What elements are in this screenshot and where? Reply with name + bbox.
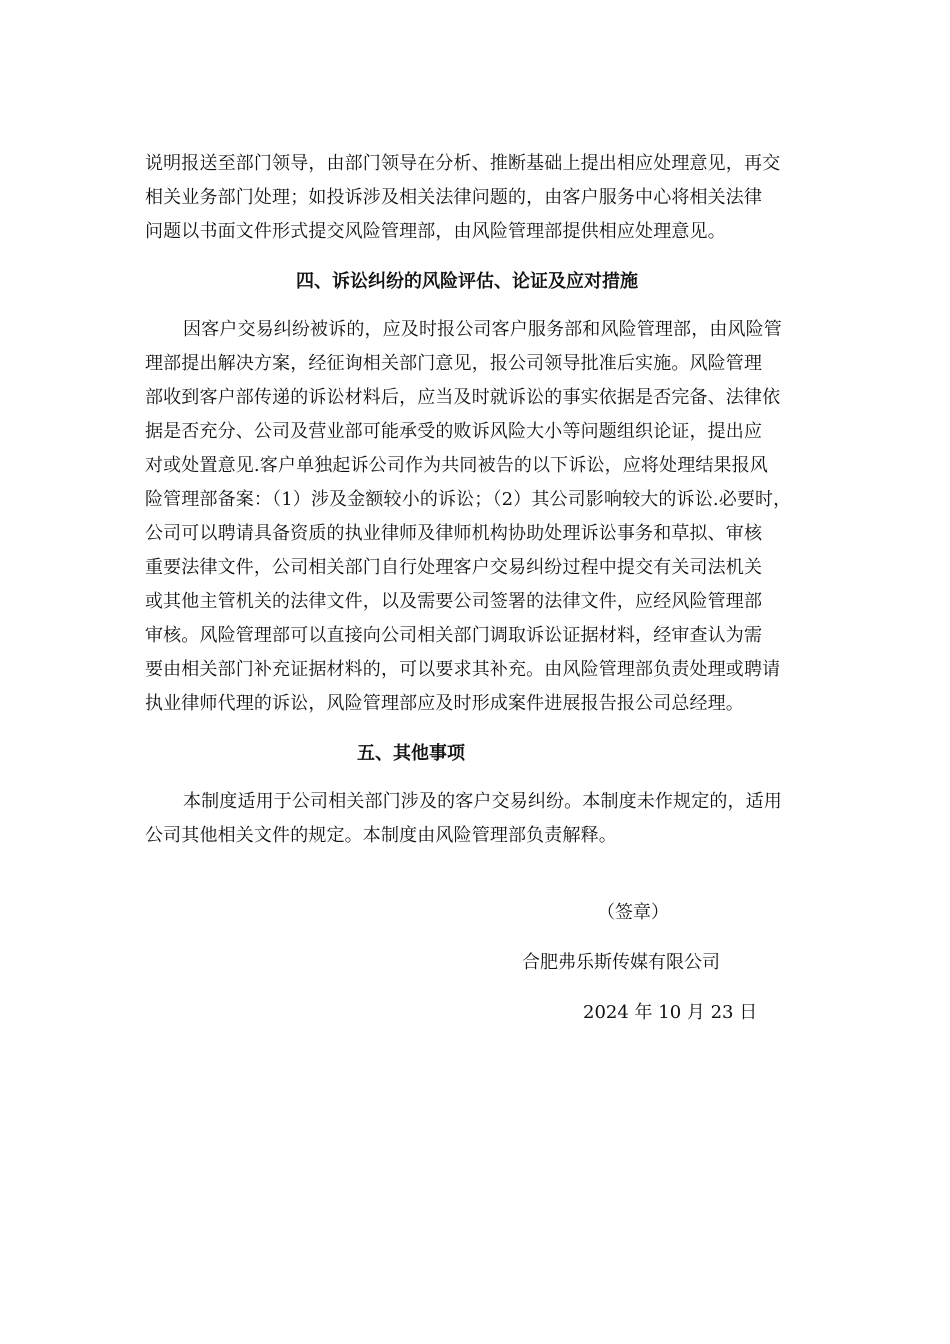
section-heading-4: 四、诉讼纠纷的风险评估、论证及应对措施 [296, 271, 638, 292]
paragraph-line: 险管理部备案：（1）涉及金额较小的诉讼；（2）其公司影响较大的诉讼.必要时， [145, 489, 792, 510]
section-heading-5: 五、其他事项 [357, 743, 465, 764]
paragraph-line: 公司其他相关文件的规定。本制度由风险管理部负责解释。 [145, 825, 617, 846]
paragraph-line: 审核。风险管理部可以直接向公司相关部门调取诉讼证据材料，经审查认为需 [145, 625, 763, 646]
company-name: 合肥弗乐斯传媒有限公司 [522, 952, 720, 973]
paragraph-line: 据是否充分、公司及营业部可能承受的败诉风险大小等问题组织论证，提出应 [145, 421, 763, 442]
paragraph-line: 说明报送至部门领导，由部门领导在分析、推断基础上提出相应处理意见，再交 [145, 153, 781, 174]
paragraph-line: 公司可以聘请具备资质的执业律师及律师机构协助处理诉讼事务和草拟、审核 [145, 523, 763, 544]
paragraph-line: 重要法律文件，公司相关部门自行处理客户交易纠纷过程中提交有关司法机关 [145, 557, 763, 578]
intro-paragraph [145, 147, 815, 249]
paragraph-line: 或其他主管机关的法律文件，以及需要公司签署的法律文件，应经风险管理部 [145, 591, 763, 612]
paragraph-line: 要由相关部门补充证据材料的，可以要求其补充。由风险管理部负责处理或聘请 [145, 659, 781, 680]
paragraph-line: 理部提出解决方案，经征询相关部门意见，报公司领导批准后实施。风险管理 [145, 353, 763, 374]
document-body [145, 147, 815, 853]
paragraph-line: 执业律师代理的诉讼，风险管理部应及时形成案件进展报告报公司总经理。 [145, 693, 744, 714]
paragraph-line: 部收到客户部传递的诉讼材料后，应当及时就诉讼的事实依据是否完备、法律依 [145, 387, 781, 408]
section-5-paragraph [145, 785, 815, 853]
section-4-paragraph [145, 313, 815, 721]
paragraph-line: 问题以书面文件形式提交风险管理部，由风险管理部提供相应处理意见。 [145, 221, 726, 242]
signature-date: 2024 年 10 月 23 日 [583, 1002, 758, 1023]
paragraph-line: 因客户交易纠纷被诉的，应及时报公司客户服务部和风险管理部，由风险管 [183, 319, 782, 340]
paragraph-line: 相关业务部门处理；如投诉涉及相关法律问题的，由客户服务中心将相关法律 [145, 187, 763, 208]
seal-placeholder: （签章） [597, 902, 669, 923]
paragraph-line: 本制度适用于公司相关部门涉及的客户交易纠纷。本制度未作规定的，适用 [183, 791, 782, 812]
paragraph-line: 对或处置意见.客户单独起诉公司作为共同被告的以下诉讼，应将处理结果报风 [145, 455, 768, 476]
